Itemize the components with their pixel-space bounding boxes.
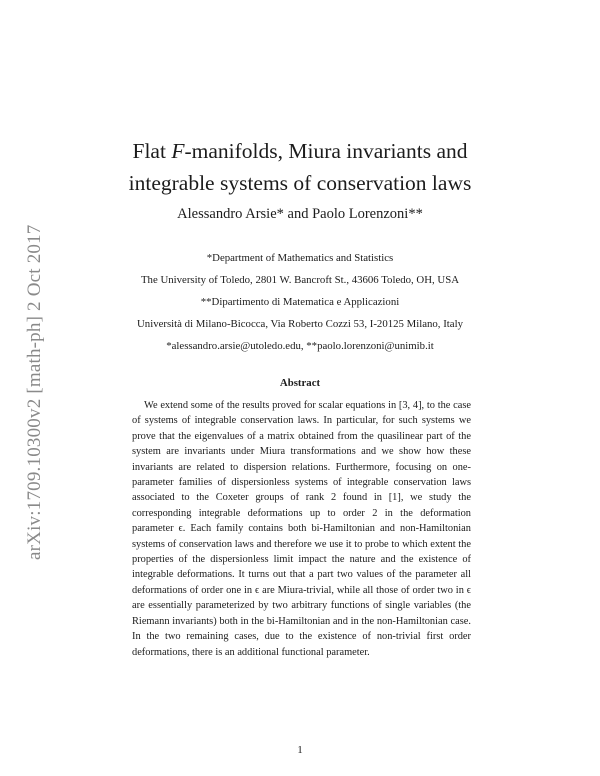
- affiliation-address-1: The University of Toledo, 2801 W. Bancroft St., 43606 Toledo, OH, USA: [140, 274, 460, 286]
- author-emails: *alessandro.arsie@utoledo.edu, **paolo.lorenzoni@unimib.it: [166, 340, 434, 352]
- affiliations: [90, 247, 510, 357]
- affiliation-address-2: Università di Milano-Bicocca, Via Roberto Cozzi 53, I-20125 Milano, Italy: [137, 318, 463, 330]
- title-line2: integrable systems of conservation laws: [128, 171, 472, 195]
- abstract-text: We extend some of the results proved for scalar equations in [3, 4], to the case of systems of integrable conservation laws. In particular, for such systems we prove that the eigenvalues of a matrix obtained from the quasilinear part of the system are invariants under Miura transformations and we show how these invariants are related to dispersion relations. Furthermore, focusing on one-parameter families of dispersionless systems of integrable conservation laws associated to the Coxeter groups of rank 2 found in [1], we study the corresponding integrable deformations up to order 2 in the deformation parameter ϵ. Each family contains both bi-Hamiltonian and non-Hamiltonian systems of conservation laws and therefore we use it to probe to which extent the properties of the dispersionless limit impact the nature and the existence of integrable deformations. It turns out that a part two values of the parameter all deformations of order one in ϵ are Miura-trivial, while all those of order two in ϵ are essentially parameterized by two arbitrary functions of single variables (the Riemann invariants) both in the bi-Hamiltonian and in the non-Hamiltonian case. In the two remaining cases, due to the existence of non-trivial first order deformations, there is an additional functional parameter.: [132, 400, 471, 658]
- title-line1-part2: -manifolds, Miura invariants and: [184, 139, 468, 163]
- affiliation-dept-1: *Department of Mathematics and Statistics: [206, 252, 394, 264]
- page-number: 1: [297, 744, 303, 756]
- abstract-heading: Abstract: [279, 377, 321, 389]
- title-symbol: F: [171, 139, 185, 163]
- arxiv-identifier: arXiv:1709.10300v2 [math-ph] 2 Oct 2017: [24, 224, 45, 560]
- title-line1-part1: Flat: [132, 139, 172, 163]
- authors: Alessandro Arsie* and Paolo Lorenzoni**: [177, 206, 423, 222]
- affiliation-dept-2: **Dipartimento di Matematica e Applicazioni: [200, 296, 400, 308]
- paper-title: [90, 135, 510, 199]
